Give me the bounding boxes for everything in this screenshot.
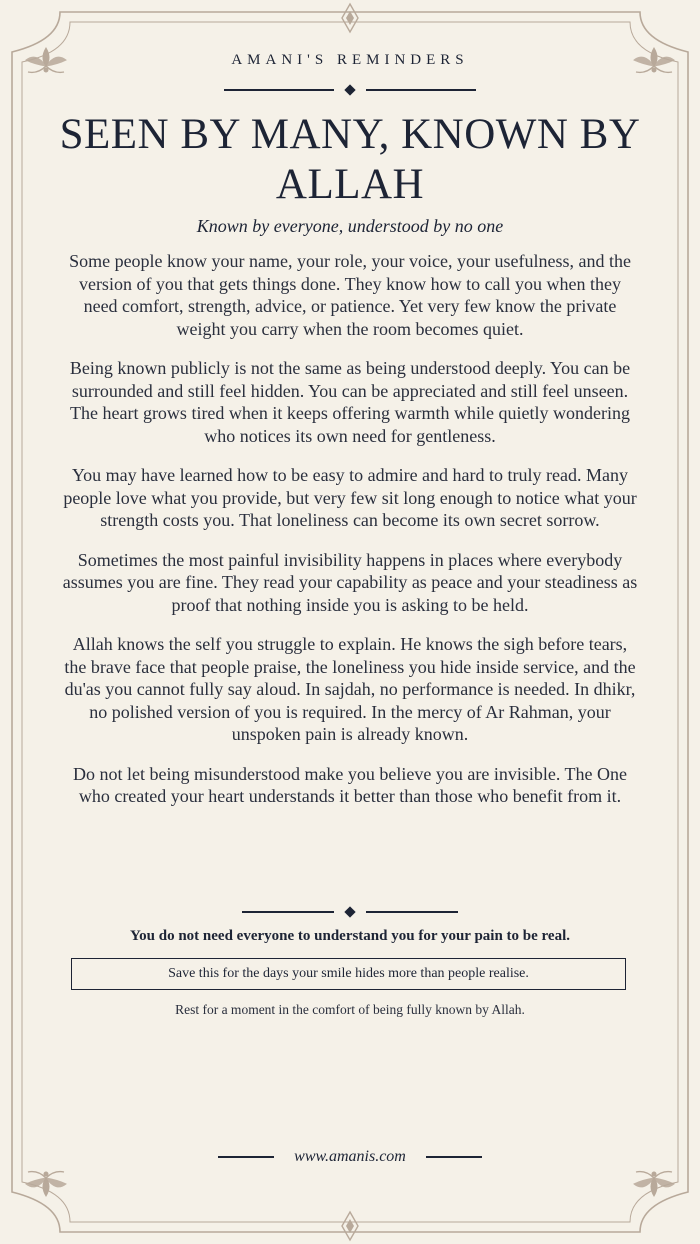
diamond-icon (344, 906, 355, 917)
paragraph-4: Sometimes the most painful invisibility happens in places where everybody assumes you are fine. They read your capability as peace and your steadiness as proof that nothing inside you is asking to be held. (62, 549, 638, 615)
save-note-box (71, 958, 626, 990)
header-divider (0, 83, 700, 97)
paragraph-5: Allah knows the self you struggle to explain. He knows the sigh before tears, the brave face that people praise, the loneliness you hide inside service, and the du'as you cannot fully say aloud. In sajdah, no performance is needed. In dhikr, no polished version of you is required. In the mercy of Ar Rahman, your unspoken pain is already known. (64, 634, 636, 744)
website-link[interactable]: www.amanis.com (294, 1148, 406, 1165)
divider-line-left (242, 911, 334, 912)
diamond-icon (344, 84, 355, 95)
divider-line-right (366, 911, 458, 912)
subtitle: Known by everyone, understood by no one (196, 216, 504, 236)
paragraph-6: Do not let being misunderstood make you believe you are invisible. The One who created your heart understands it better than those who benefit from it. (72, 763, 628, 806)
paragraph-3: You may have learned how to be easy to admire and hard to truly read. Many people love what you provide, but very few sit long enough to notice what your strength costs you. That loneliness can become its own secret sorrow. (63, 465, 637, 530)
footer-line-right (426, 1156, 482, 1157)
divider-line-left (224, 89, 334, 90)
paragraph-1: Some people know your name, your role, your voice, your usefulness, and the version of you that gets things done. They know how to call you when they need comfort, strength, advice, or patience. Yet very few know the private weight you carry when the room becomes quiet. (69, 251, 631, 339)
divider-line-right (366, 89, 476, 90)
footer (0, 1146, 700, 1168)
page-title: SEEN BY MANY, KNOWN BY ALLAH (59, 111, 641, 208)
rest-note: Rest for a moment in the comfort of being fully known by Allah. (175, 1002, 525, 1017)
paragraph-2: Being known publicly is not the same as being understood deeply. You can be surrounded and still feel hidden. You can be appreciated and still feel unseen. The heart grows tired when it keeps offering warmth while quietly wondering who notices its own need for gentleness. (69, 358, 631, 446)
footer-line-left (218, 1156, 274, 1157)
save-note-text: Save this for the days your smile hides more than people realise. (168, 966, 529, 981)
closing-statement: You do not need everyone to understand you for your pain to be real. (129, 928, 571, 944)
closing-divider (0, 905, 700, 919)
brand-header: AMANI'S REMINDERS (231, 52, 469, 68)
body-text (60, 250, 640, 825)
